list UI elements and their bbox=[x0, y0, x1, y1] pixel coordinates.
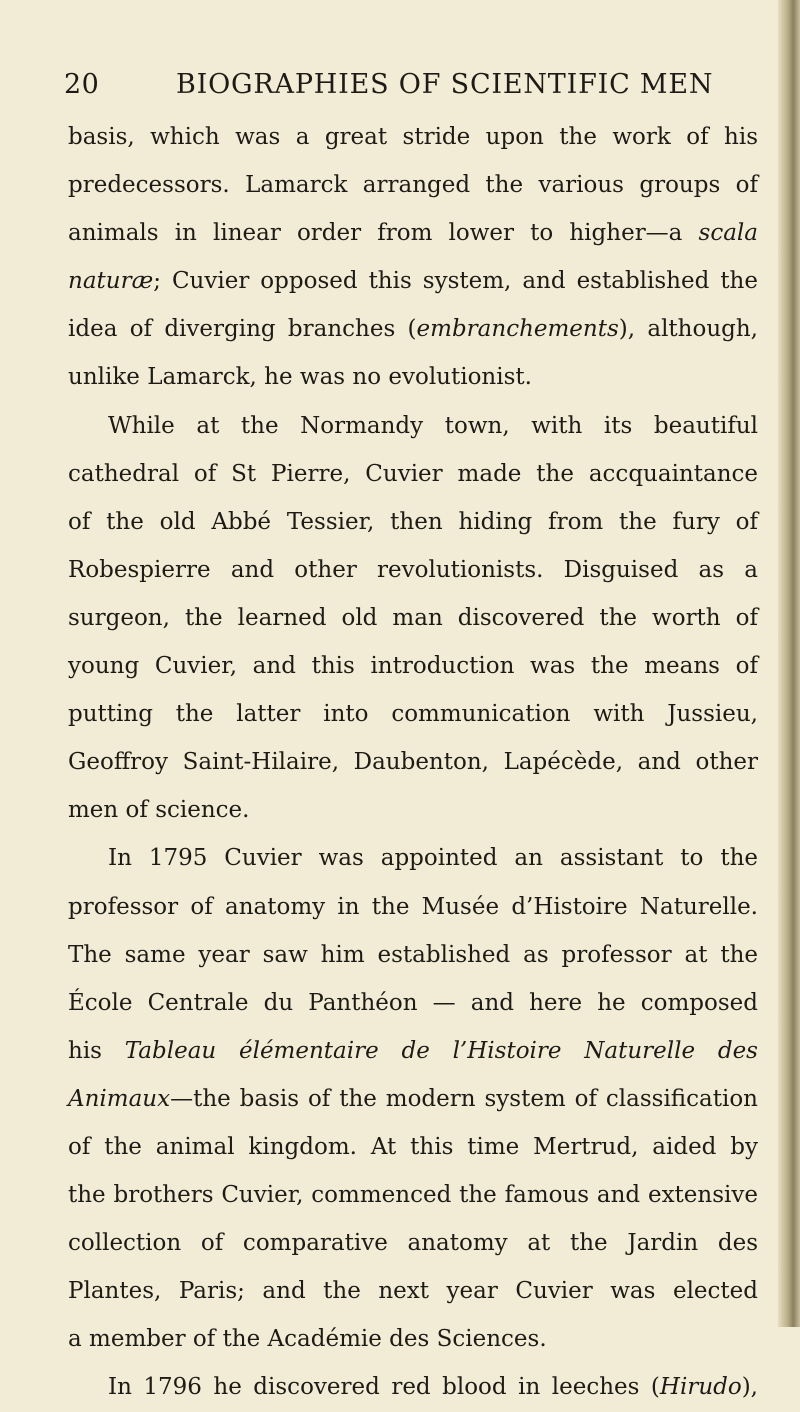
italic-segment: Hirudo bbox=[659, 1374, 742, 1401]
text-segment: In 1796 he discovered red blood in leeches ( bbox=[108, 1374, 660, 1401]
text-line bbox=[68, 209, 758, 257]
text-segment: of the animal kingdom. At this time Mertrud, aided by bbox=[68, 1133, 758, 1160]
text-line bbox=[68, 353, 758, 401]
text-line bbox=[68, 738, 758, 786]
italic-segment: scala bbox=[698, 220, 758, 247]
text-line bbox=[68, 161, 758, 209]
text-line bbox=[68, 931, 758, 979]
text-line bbox=[68, 1027, 758, 1075]
text-line bbox=[68, 1075, 758, 1123]
running-title: BIOGRAPHIES OF SCIENTIFIC MEN bbox=[176, 69, 714, 100]
running-header bbox=[0, 69, 770, 109]
text-line bbox=[68, 834, 758, 882]
text-line bbox=[68, 1315, 758, 1363]
text-line bbox=[68, 1123, 758, 1171]
text-segment: his bbox=[68, 1037, 125, 1064]
text-line bbox=[68, 594, 758, 642]
text-segment: ), although, bbox=[618, 316, 758, 343]
text-line bbox=[68, 498, 758, 546]
body-text bbox=[68, 113, 758, 1412]
italic-segment: Animaux bbox=[68, 1085, 171, 1112]
text-line bbox=[68, 1171, 758, 1219]
text-segment: While at the Normandy town, with its beautiful bbox=[108, 412, 758, 439]
text-line bbox=[68, 1363, 758, 1411]
text-segment: predecessors. Lamarck arranged the various groups of bbox=[68, 172, 758, 199]
text-line bbox=[68, 546, 758, 594]
text-segment: cathedral of St Pierre, Cuvier made the accquaintance bbox=[68, 460, 758, 487]
text-segment: École Centrale du Panthéon — and here he composed bbox=[68, 989, 758, 1016]
text-line bbox=[68, 642, 758, 690]
text-segment: putting the latter into communication with Jussieu, bbox=[68, 701, 758, 728]
text-segment: Robespierre and other revolutionists. Disguised as a bbox=[68, 556, 758, 583]
text-segment: —the basis of the modern system of classification bbox=[170, 1085, 758, 1112]
italic-segment: embranchements bbox=[416, 316, 619, 343]
text-segment: basis, which was a great stride upon the work of his bbox=[68, 124, 758, 150]
text-line bbox=[68, 690, 758, 738]
italic-segment: Tableau élémentaire de l’Histoire Naturelle des bbox=[124, 1037, 758, 1064]
text-segment: In 1795 Cuvier was appointed an assistant to the bbox=[108, 845, 758, 872]
text-segment: unlike Lamarck, he was no evolutionist. bbox=[68, 364, 532, 391]
text-line bbox=[68, 305, 758, 353]
text-line bbox=[68, 402, 758, 450]
text-segment: young Cuvier, and this introduction was the means of bbox=[68, 653, 758, 680]
text-line bbox=[68, 257, 758, 305]
text-segment: of the old Abbé Tessier, then hiding from the fury of bbox=[68, 508, 758, 535]
page-number: 20 bbox=[64, 69, 100, 100]
page-edge-shadow bbox=[778, 0, 800, 1327]
text-segment: idea of diverging branches ( bbox=[68, 316, 417, 343]
text-segment: a member of the Académie des Sciences. bbox=[68, 1326, 547, 1353]
text-segment: surgeon, the learned old man discovered the worth of bbox=[68, 604, 758, 631]
text-line bbox=[68, 883, 758, 931]
text-segment: ; Cuvier opposed this system, and established the bbox=[153, 268, 758, 295]
text-line bbox=[68, 1219, 758, 1267]
text-line bbox=[68, 113, 758, 161]
text-segment: the brothers Cuvier, commenced the famous and extensive bbox=[68, 1182, 758, 1209]
text-segment: Plantes, Paris; and the next year Cuvier was elected bbox=[68, 1278, 758, 1305]
text-segment: men of science. bbox=[68, 797, 250, 824]
text-segment: Geoffroy Saint-Hilaire, Daubenton, Lapécède, and other bbox=[68, 749, 758, 776]
text-line bbox=[68, 450, 758, 498]
text-line bbox=[68, 786, 758, 834]
text-line bbox=[68, 1267, 758, 1315]
text-segment: The same year saw him established as professor at the bbox=[68, 941, 758, 968]
text-segment: professor of anatomy in the Musée d’Histoire Naturelle. bbox=[68, 893, 758, 920]
italic-segment: naturæ bbox=[68, 268, 154, 295]
text-segment: ), bbox=[741, 1374, 758, 1401]
text-segment: animals in linear order from lower to higher—a bbox=[68, 220, 699, 247]
text-segment: collection of comparative anatomy at the Jardin des bbox=[68, 1230, 758, 1257]
text-line bbox=[68, 979, 758, 1027]
